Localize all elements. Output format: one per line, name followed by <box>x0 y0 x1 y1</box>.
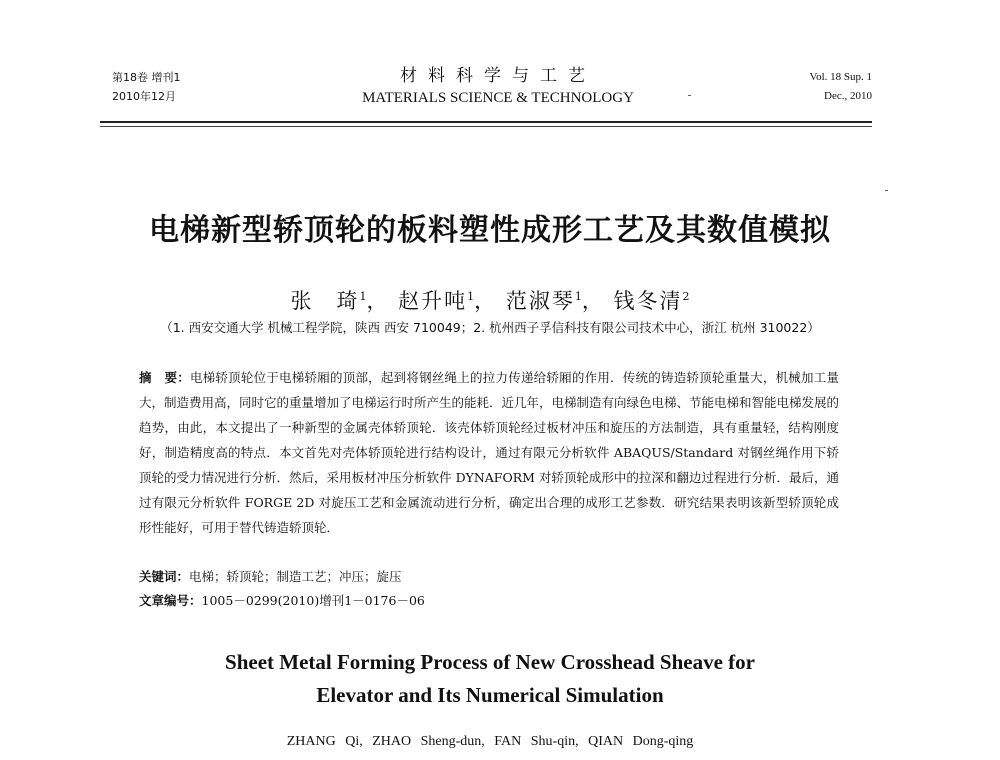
article-number-text: 1005－0299(2010)增刊1－0176－06 <box>201 593 425 608</box>
volume-en: Vol. 18 Sup. 1 <box>809 71 872 83</box>
scan-speck <box>688 95 691 96</box>
journal-title-cn: 材料科学与工艺 <box>400 66 596 86</box>
author-cn: 赵升吨$^1$ <box>398 289 475 313</box>
article-number <box>139 590 839 612</box>
volume-cn: 第18卷 增刊1 <box>112 71 181 84</box>
abstract-text: 电梯轿顶轮位于电梯轿厢的顶部，起到将钢丝绳上的拉力传递给轿厢的作用．传统的铸造轿顶轮重量大，机械加工量大，制造费用高，同时它的重量增加了电梯运行时所产生的能耗．近几年，电梯制造有向绿色电梯、节能电梯和智能电梯发展的趋势，由此，本文提出了一种新型的金属壳体轿顶轮．该壳体轿顶轮经过板材冲压和旋压的方法制造，具有重量轻，结构刚度好，制造精度高的特点．本文首先对壳体轿顶轮进行结构设计，通过有限元分析软件 ABAQUS/Standard 对钢丝绳作用下轿顶轮的受力情况进行分析．然后，采用板材冲压分析软件 DYNAFORM 对轿顶轮成形中的拉深和翻边过程进行分析．最后，通过有限元分析软件 FORGE 2D 对旋压工艺和金属流动进行分析，确定出合理的成形工艺参数．研究结果表明该新型轿顶轮成形性能好，可用于替代铸造轿顶轮． <box>139 370 840 535</box>
affiliation-cn: （1. 西安交通大学 机械工程学院，陕西 西安 710049；2. 杭州西子孚信科技有限公司技术中心，浙江 杭州 310022） <box>160 320 820 335</box>
keywords-text: 电梯；轿顶轮；制造工艺；冲压；旋压 <box>189 569 402 584</box>
paper-title-en <box>80 646 900 712</box>
keywords-cn <box>139 566 839 588</box>
paper-title-en-line1: Sheet Metal Forming Process of New Crosshead Sheave for <box>225 650 755 674</box>
header-rule-thick <box>100 121 872 123</box>
scan-speck <box>885 190 888 191</box>
header-volume-cn <box>112 68 181 106</box>
paper-title-en-line2: Elevator and Its Numerical Simulation <box>316 683 664 707</box>
journal-title-en: MATERIALS SCIENCE & TECHNOLOGY <box>362 90 634 106</box>
author-cn: 钱冬清$^2$ <box>613 289 690 313</box>
header-rule-thin <box>100 126 872 127</box>
keywords-label: 关键词： <box>139 569 190 584</box>
paper-title-cn: 电梯新型轿顶轮的板料塑性成形工艺及其数值模拟 <box>149 213 831 248</box>
author-cn: 范淑琴$^1$ <box>505 289 582 313</box>
header-volume-en <box>810 68 872 106</box>
date-en: Dec., 2010 <box>824 90 872 102</box>
author-cn: 张 琦$^1$ <box>290 289 367 313</box>
author-list-en: ZHANG Qi, ZHAO Sheng-dun, FAN Shu-qin, QIAN Dong-qing <box>286 734 694 749</box>
date-cn: 2010年12月 <box>112 90 176 103</box>
abstract-cn <box>139 365 839 540</box>
author-list-cn: 张 琦$^1$， 赵升吨$^1$， 范淑琴$^1$， 钱冬清$^2$ <box>290 289 690 313</box>
abstract-label: 摘 要： <box>139 370 190 385</box>
journal-header <box>328 64 668 108</box>
article-number-label: 文章编号： <box>139 593 202 608</box>
